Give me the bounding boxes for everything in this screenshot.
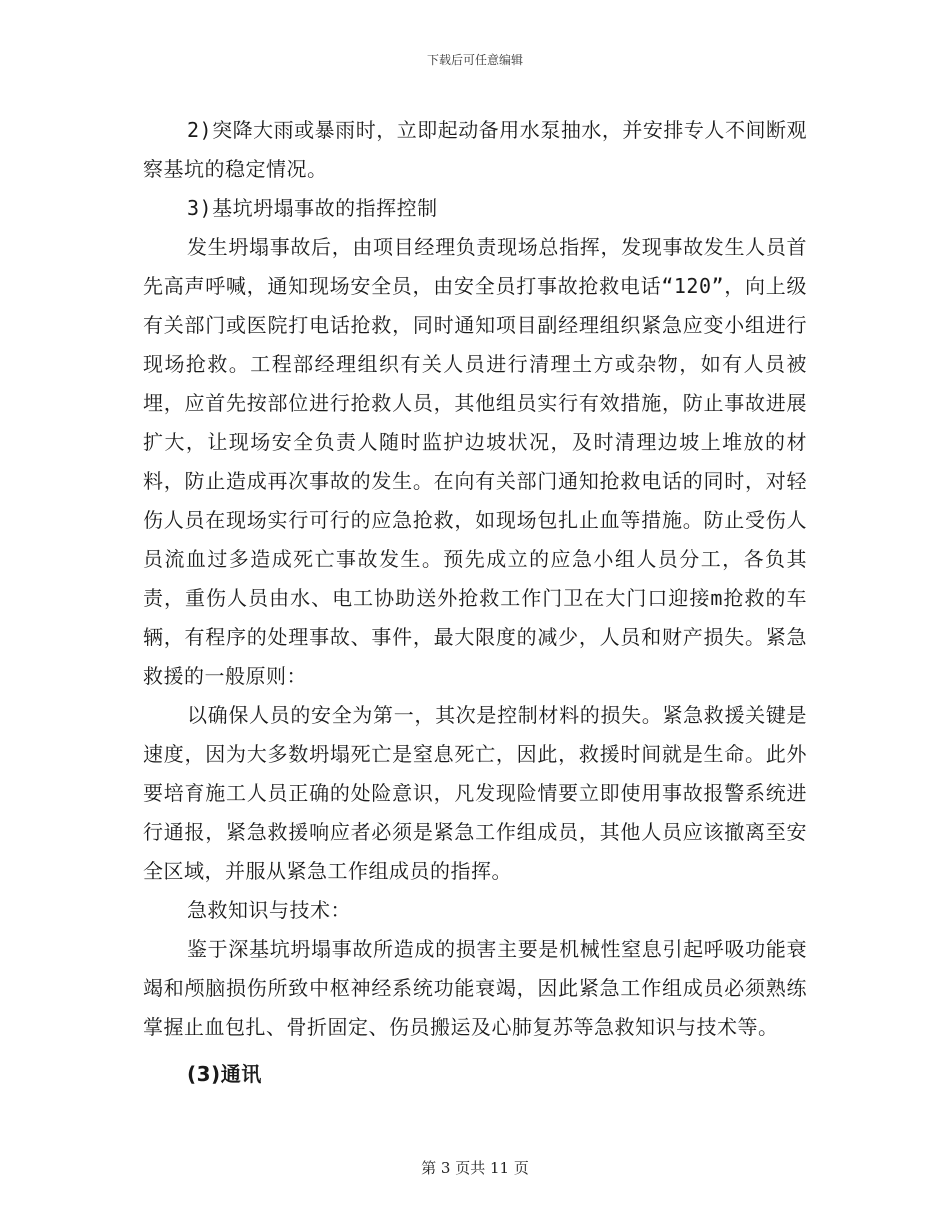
page-number: 第 3 页共 11 页 [421,1159,529,1177]
section-heading-communication: (3)通讯 [187,1062,262,1086]
page-header: 下载后可任意编辑 [426,53,523,67]
paragraph-collapse-response: 发生坍塌事故后，由项目经理负责现场总指挥，发现事故发生人员首先高声呼喊，通知现场安全员，由安全员打事故抢救电话“120”，向上级有关部门或医院打电话抢救，同时通知项目副经理组织紧急应变小组进行现场抢救。工程部经理组织有关人员进行清理土方或杂物，如有人员被埋，应首先按部位进行抢救人员，其他组员实行有效措施，防止事故进展扩大，让现场安全负责人随时监护边坡状况，及时清理边坡上堆放的材料，防止造成再次事故的发生。在向有关部门通知抢救电话的同时，对轻伤人员在现场实行可行的应急抢救，如现场包扎止血等措施。防止受伤人员流血过多造成死亡事故发生。预先成立的应急小组人员分工，各负其责，重伤人员由水、电工协助送外抢救工作门卫在大门口迎接m抢救的车辆，有程序的处理事故、事件，最大限度的减少，人员和财产损失。紧急救援的一般原则： [143,235,807,688]
paragraph-first-aid-skills: 鉴于深基坑坍塌事故所造成的损害主要是机械性窒息引起呼吸功能衰竭和颅脑损伤所致中枢神经系统功能衰竭，因此紧急工作组成员必须熟练掌握止血包扎、骨折固定、伤员搬运及心肺复苏等急救知识与技术等。 [143,937,807,1039]
document-body [143,111,807,1094]
subheading-first-aid: 急救知识与技术： [187,898,351,922]
subheading-collapse-command: 3)基坑坍塌事故的指挥控制 [187,196,438,220]
paragraph-heavy-rain: 2)突降大雨或暴雨时，立即起动备用水泵抽水，并安排专人不间断观察基坑的稳定情况。 [143,118,807,181]
paragraph-rescue-principle: 以确保人员的安全为第一，其次是控制材料的损失。紧急救援关键是速度，因为大多数坍塌死亡是窒息死亡，因此，救援时间就是生命。此外要培育施工人员正确的处险意识，凡发现险情要立即使用事故报警系统进行通报，紧急救援响应者必须是紧急工作组成员，其他人员应该撤离至安全区域，并服从紧急工作组成员的指挥。 [143,703,807,883]
